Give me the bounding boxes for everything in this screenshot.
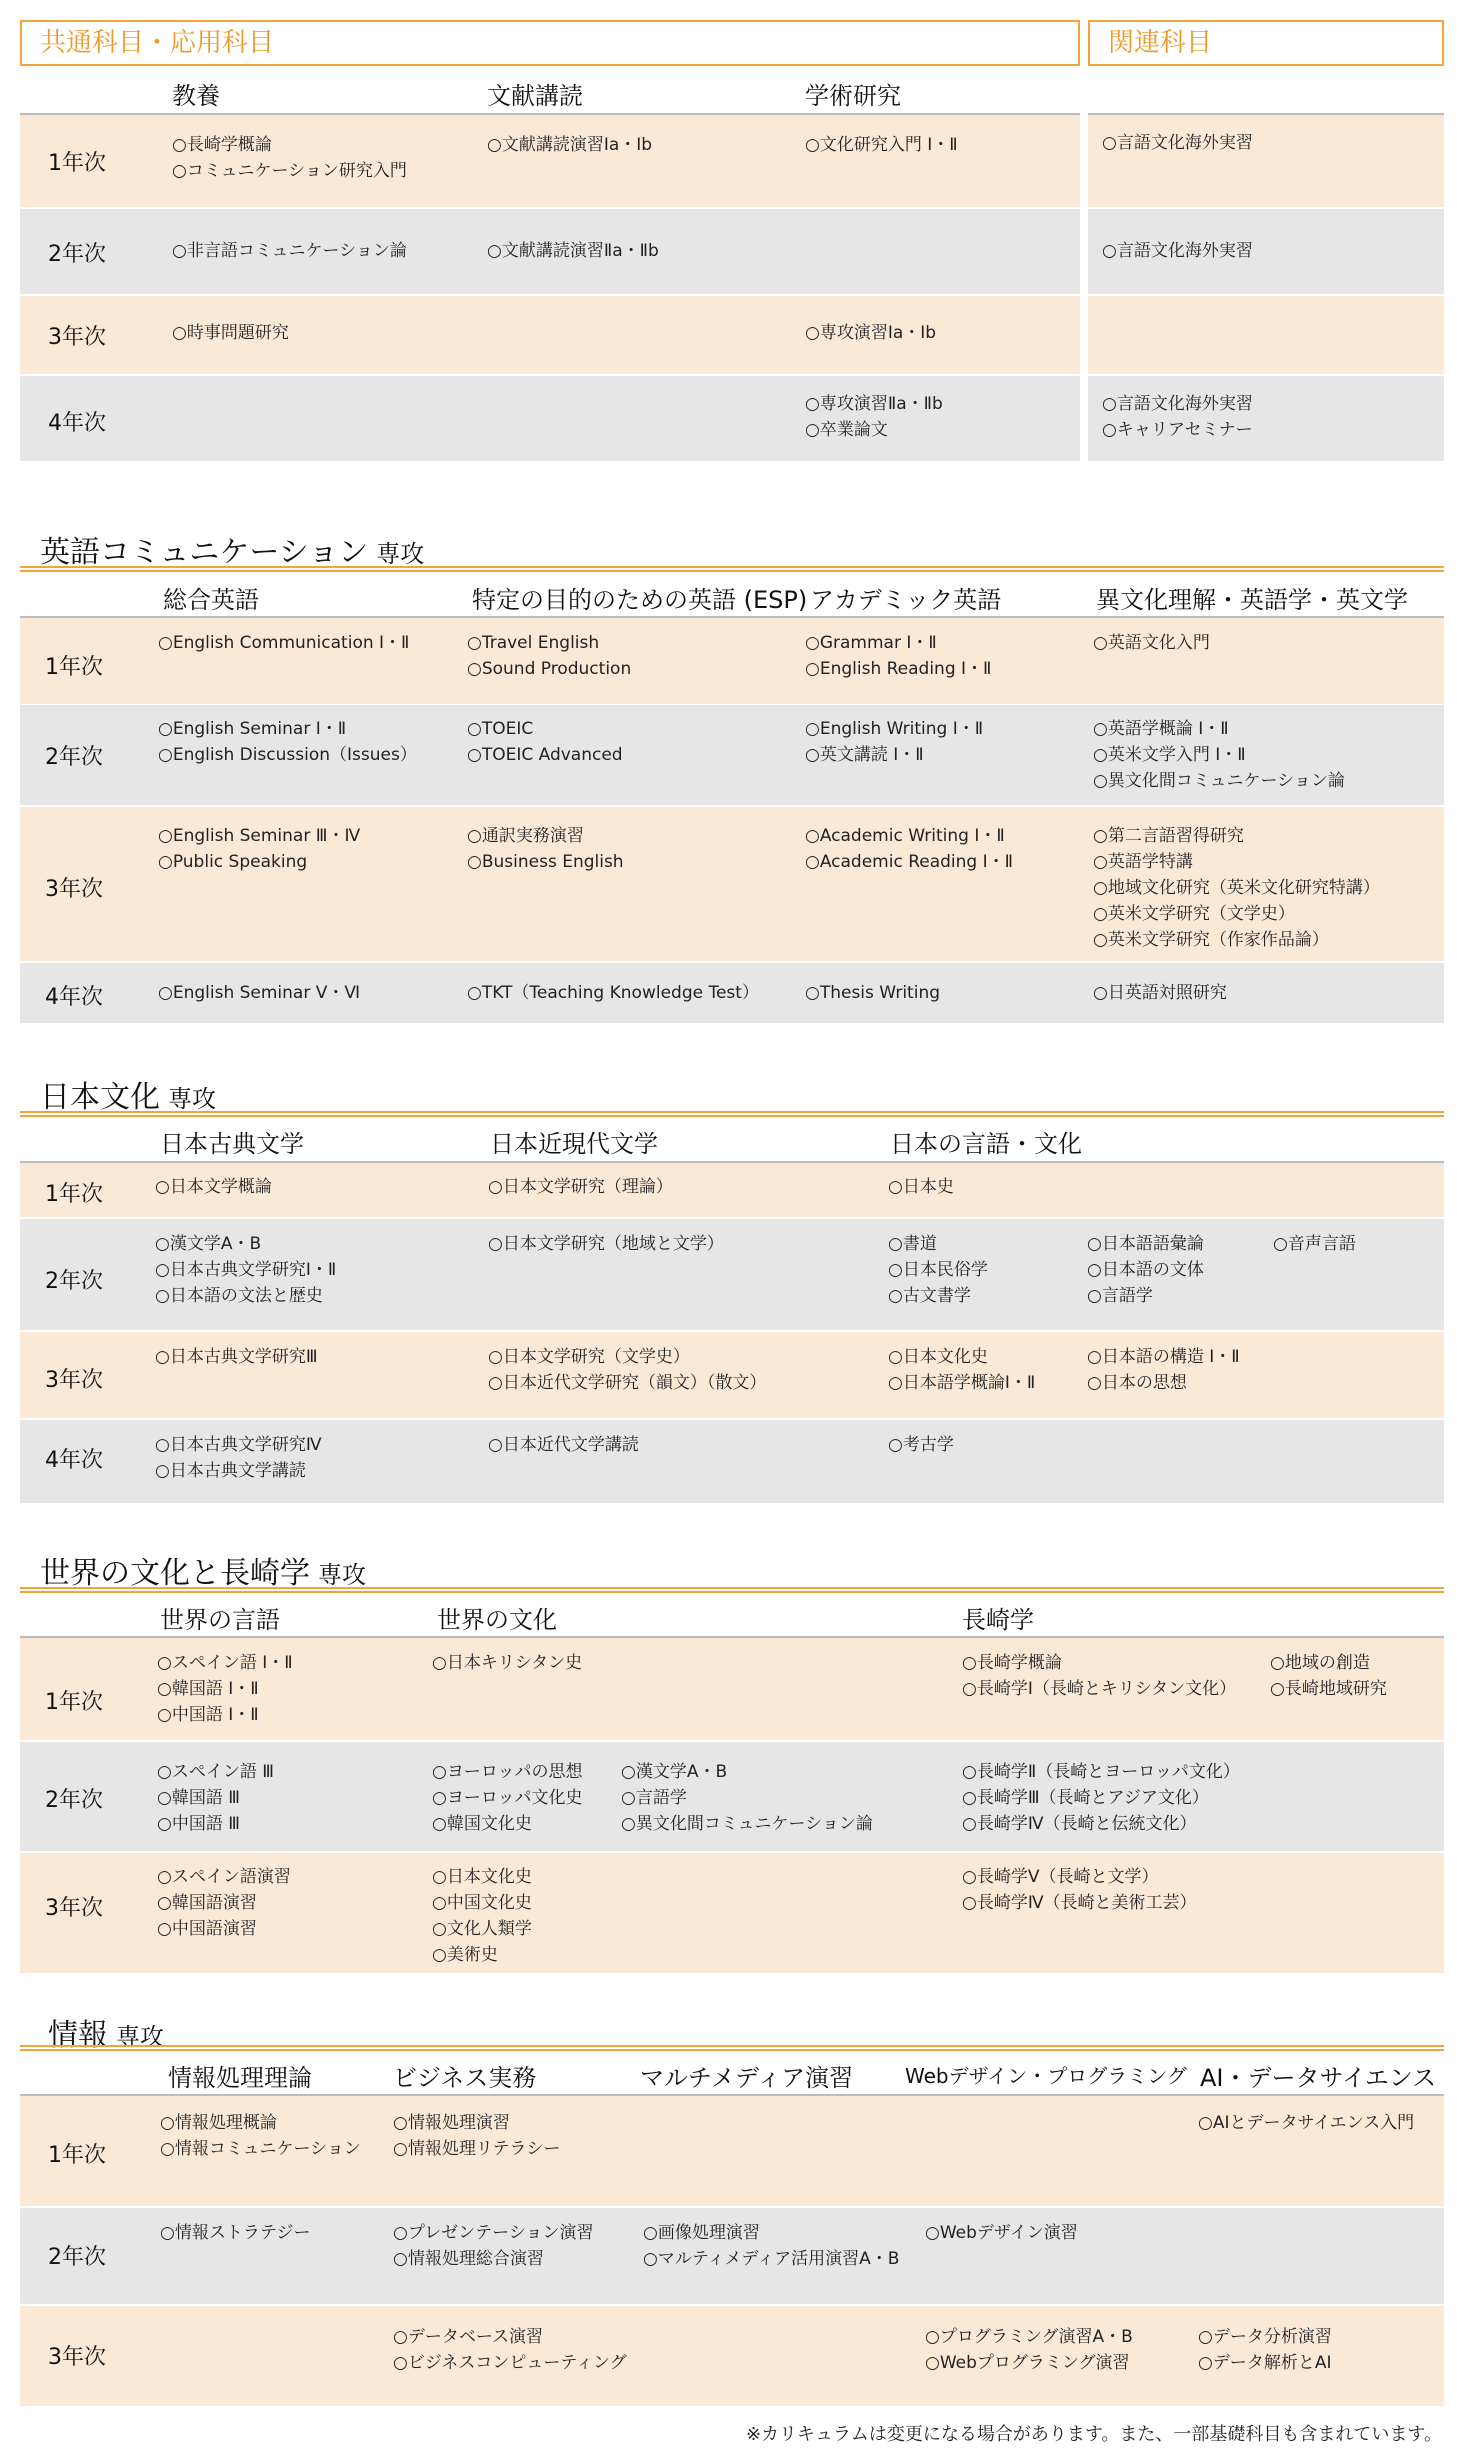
year-label: 3年次 bbox=[45, 1368, 103, 1393]
course-cell: ○English Writing Ⅰ・Ⅱ ○英文講読 Ⅰ・Ⅱ bbox=[805, 719, 984, 765]
course-cell: ○地域の創造 ○長崎地域研究 bbox=[1270, 1653, 1387, 1699]
col-header-nagasaki-studies: 長崎学 bbox=[962, 1606, 1034, 1634]
section-title-world: 世界の文化と長崎学 専攻 bbox=[40, 1556, 366, 1591]
section-rule bbox=[20, 2045, 1444, 2051]
course-cell: ○情報ストラテジー bbox=[160, 2223, 311, 2243]
year-label: 2年次 bbox=[48, 2245, 106, 2270]
course-cell: ○TOEIC ○TOEIC Advanced bbox=[467, 719, 623, 765]
course-cell: ○Academic Writing Ⅰ・Ⅱ ○Academic Reading Ⅰ・Ⅱ bbox=[805, 826, 1014, 872]
course-cell: ○English Communication Ⅰ・Ⅱ bbox=[158, 633, 410, 653]
course-cell: ○長崎学Ⅴ（長崎と文学） ○長崎学Ⅳ（長崎と美術工芸） bbox=[962, 1867, 1197, 1913]
col-header-language-culture: 日本の言語・文化 bbox=[890, 1130, 1082, 1158]
col-header-ai-data-science: AI・データサイエンス bbox=[1200, 2064, 1437, 2092]
course-cell: ○時事問題研究 bbox=[172, 323, 289, 343]
col-header-esp: 特定の目的のための英語 (ESP) bbox=[472, 586, 808, 614]
table-row bbox=[1088, 115, 1444, 207]
table-row bbox=[1088, 296, 1444, 374]
year-label: 1年次 bbox=[48, 151, 106, 176]
course-cell: ○Travel English ○Sound Production bbox=[467, 633, 632, 679]
course-cell: ○データベース演習 ○ビジネスコンピューティング bbox=[393, 2327, 627, 2373]
course-cell: ○英語文化入門 bbox=[1093, 633, 1210, 653]
course-cell: ○日本文化史 ○日本語学概論Ⅰ・Ⅱ bbox=[888, 1347, 1036, 1393]
course-cell: ○プログラミング演習A・B ○Webプログラミング演習 bbox=[925, 2327, 1133, 2373]
course-cell: ○スペイン語 Ⅰ・Ⅱ ○韓国語 Ⅰ・Ⅱ ○中国語 Ⅰ・Ⅱ bbox=[157, 1653, 293, 1725]
course-cell: ○スペイン語演習 ○韓国語演習 ○中国語演習 bbox=[157, 1867, 291, 1939]
col-header-business: ビジネス実務 bbox=[393, 2064, 537, 2092]
course-cell: ○通訳実務演習 ○Business English bbox=[467, 826, 624, 872]
year-label: 2年次 bbox=[45, 745, 103, 770]
course-cell: ○日本文学研究（理論） bbox=[488, 1177, 673, 1197]
course-cell: ○文献講読演習Ⅱa・Ⅱb bbox=[487, 241, 659, 261]
course-cell: ○英語学概論 Ⅰ・Ⅱ ○英米文学入門 Ⅰ・Ⅱ ○異文化間コミュニケーション論 bbox=[1093, 719, 1345, 791]
related-subjects-header: 関連科目 bbox=[1088, 20, 1444, 66]
col-header-culture-linguistics: 異文化理解・英語学・英文学 bbox=[1096, 586, 1408, 614]
course-cell: ○長崎学概論 ○コミュニケーション研究入門 bbox=[172, 135, 407, 181]
course-cell: ○English Seminar Ⅰ・Ⅱ ○English Discussion（Issues） bbox=[158, 719, 417, 765]
col-header-general-english: 総合英語 bbox=[163, 586, 259, 614]
common-subjects-header: 共通科目・応用科目 bbox=[20, 20, 1080, 66]
course-cell: ○日本古典文学研究Ⅳ ○日本古典文学講読 bbox=[155, 1435, 322, 1481]
course-cell: ○English Seminar Ⅴ・Ⅵ bbox=[158, 983, 361, 1003]
section-rule bbox=[20, 1111, 1444, 1117]
year-label: 3年次 bbox=[45, 1896, 103, 1921]
year-label: 4年次 bbox=[45, 1448, 103, 1473]
year-label: 4年次 bbox=[48, 411, 106, 436]
course-cell: ○TKT（Teaching Knowledge Test） bbox=[467, 983, 759, 1003]
col-header-liberal-arts: 教養 bbox=[172, 82, 220, 110]
course-cell: ○書道 ○日本民俗学 ○古文書学 bbox=[888, 1234, 988, 1306]
year-label: 1年次 bbox=[45, 1182, 103, 1207]
col-header-reading: 文献講読 bbox=[487, 82, 583, 110]
col-header-web-programming: Webデザイン・プログラミング bbox=[905, 2064, 1187, 2088]
section-title-info: 情報 専攻 bbox=[48, 2018, 164, 2053]
course-cell: ○漢文学A・B ○日本古典文学研究Ⅰ・Ⅱ ○日本語の文法と歴史 bbox=[155, 1234, 337, 1306]
year-label: 3年次 bbox=[48, 325, 106, 350]
course-cell: ○言語文化海外実習 ○キャリアセミナー bbox=[1102, 394, 1253, 440]
col-header-world-languages: 世界の言語 bbox=[160, 1606, 280, 1634]
course-cell: ○第二言語習得研究 ○英語学特講 ○地域文化研究（英米文化研究特講） ○英米文学研究（文学史） ○英米文学研究（作家作品論） bbox=[1093, 826, 1380, 950]
course-cell: ○音声言語 bbox=[1273, 1234, 1356, 1254]
course-cell: ○日本語の構造 Ⅰ・Ⅱ ○日本の思想 bbox=[1087, 1347, 1240, 1393]
course-cell: ○スペイン語 Ⅲ ○韓国語 Ⅲ ○中国語 Ⅲ bbox=[157, 1762, 274, 1834]
course-cell: ○日本キリシタン史 bbox=[432, 1653, 583, 1673]
course-cell: ○言語文化海外実習 bbox=[1102, 241, 1253, 261]
col-header-world-cultures: 世界の文化 bbox=[437, 1606, 557, 1634]
course-cell: ○AIとデータサイエンス入門 bbox=[1198, 2113, 1415, 2133]
course-cell: ○考古学 bbox=[888, 1435, 954, 1455]
course-cell: ○非言語コミュニケーション論 bbox=[172, 241, 407, 261]
year-label: 4年次 bbox=[45, 985, 103, 1010]
course-cell: ○長崎学Ⅱ（長崎とヨーロッパ文化） ○長崎学Ⅲ（長崎とアジア文化） ○長崎学Ⅳ（長崎と伝統文化） bbox=[962, 1762, 1240, 1834]
col-header-classical-lit: 日本古典文学 bbox=[160, 1130, 304, 1158]
year-label: 3年次 bbox=[48, 2345, 106, 2370]
course-cell: ○日本史 bbox=[888, 1177, 954, 1197]
section-title-japanese: 日本文化 専攻 bbox=[40, 1080, 216, 1115]
col-header-info-theory: 情報処理理論 bbox=[168, 2064, 312, 2092]
course-cell: ○日本近代文学講読 bbox=[488, 1435, 639, 1455]
course-cell: ○Grammar Ⅰ・Ⅱ ○English Reading Ⅰ・Ⅱ bbox=[805, 633, 992, 679]
footnote: ※カリキュラムは変更になる場合があります。また、一部基礎科目も含まれています。 bbox=[745, 2424, 1442, 2445]
course-cell: ○English Seminar Ⅲ・Ⅳ ○Public Speaking bbox=[158, 826, 361, 872]
course-cell: ○画像処理演習 ○マルティメディア活用演習A・B bbox=[643, 2223, 900, 2269]
course-cell: ○長崎学概論 ○長崎学Ⅰ（長崎とキリシタン文化） bbox=[962, 1653, 1237, 1699]
course-cell: ○ヨーロッパの思想 ○ヨーロッパ文化史 ○韓国文化史 bbox=[432, 1762, 583, 1834]
col-header-modern-lit: 日本近現代文学 bbox=[490, 1130, 658, 1158]
course-cell: ○日本古典文学研究Ⅲ bbox=[155, 1347, 318, 1367]
col-header-academic-english: アカデミック英語 bbox=[810, 586, 1002, 614]
col-header-multimedia: マルチメディア演習 bbox=[640, 2064, 854, 2092]
section-rule bbox=[20, 1587, 1444, 1593]
year-label: 2年次 bbox=[45, 1788, 103, 1813]
course-cell: ○漢文学A・B ○言語学 ○異文化間コミュニケーション論 bbox=[621, 1762, 873, 1834]
course-cell: ○言語文化海外実習 bbox=[1102, 133, 1253, 153]
course-cell: ○データ分析演習 ○データ解析とAI bbox=[1198, 2327, 1332, 2373]
course-cell: ○日英語対照研究 bbox=[1093, 983, 1227, 1003]
course-cell: ○文献講読演習Ⅰa・Ⅰb bbox=[487, 135, 653, 155]
course-cell: ○Thesis Writing bbox=[805, 983, 941, 1003]
course-cell: ○日本語語彙論 ○日本語の文体 ○言語学 bbox=[1087, 1234, 1204, 1306]
course-cell: ○プレゼンテーション演習 ○情報処理総合演習 bbox=[393, 2223, 594, 2269]
year-label: 1年次 bbox=[48, 2143, 106, 2168]
course-cell: ○情報処理演習 ○情報処理リテラシー bbox=[393, 2113, 561, 2159]
course-cell: ○日本文学研究（文学史） ○日本近代文学研究（韻文）（散文） bbox=[488, 1347, 767, 1393]
year-label: 3年次 bbox=[45, 877, 103, 902]
col-header-research: 学術研究 bbox=[805, 82, 901, 110]
course-cell: ○日本文化史 ○中国文化史 ○文化人類学 ○美術史 bbox=[432, 1867, 532, 1965]
course-cell: ○Webデザイン演習 bbox=[925, 2223, 1078, 2243]
year-label: 2年次 bbox=[48, 242, 106, 267]
section-rule bbox=[20, 566, 1444, 572]
course-cell: ○文化研究入門 Ⅰ・Ⅱ bbox=[805, 135, 958, 155]
course-cell: ○日本文学研究（地域と文学） bbox=[488, 1234, 724, 1254]
section-title-english: 英語コミュニケーション 専攻 bbox=[40, 535, 425, 570]
course-cell: ○情報処理概論 ○情報コミュニケーション bbox=[160, 2113, 361, 2159]
year-label: 1年次 bbox=[45, 655, 103, 680]
course-cell: ○専攻演習Ⅰa・Ⅰb bbox=[805, 323, 937, 343]
course-cell: ○専攻演習Ⅱa・Ⅱb ○卒業論文 bbox=[805, 394, 943, 440]
year-label: 1年次 bbox=[45, 1690, 103, 1715]
course-cell: ○日本文学概論 bbox=[155, 1177, 272, 1197]
year-label: 2年次 bbox=[45, 1269, 103, 1294]
